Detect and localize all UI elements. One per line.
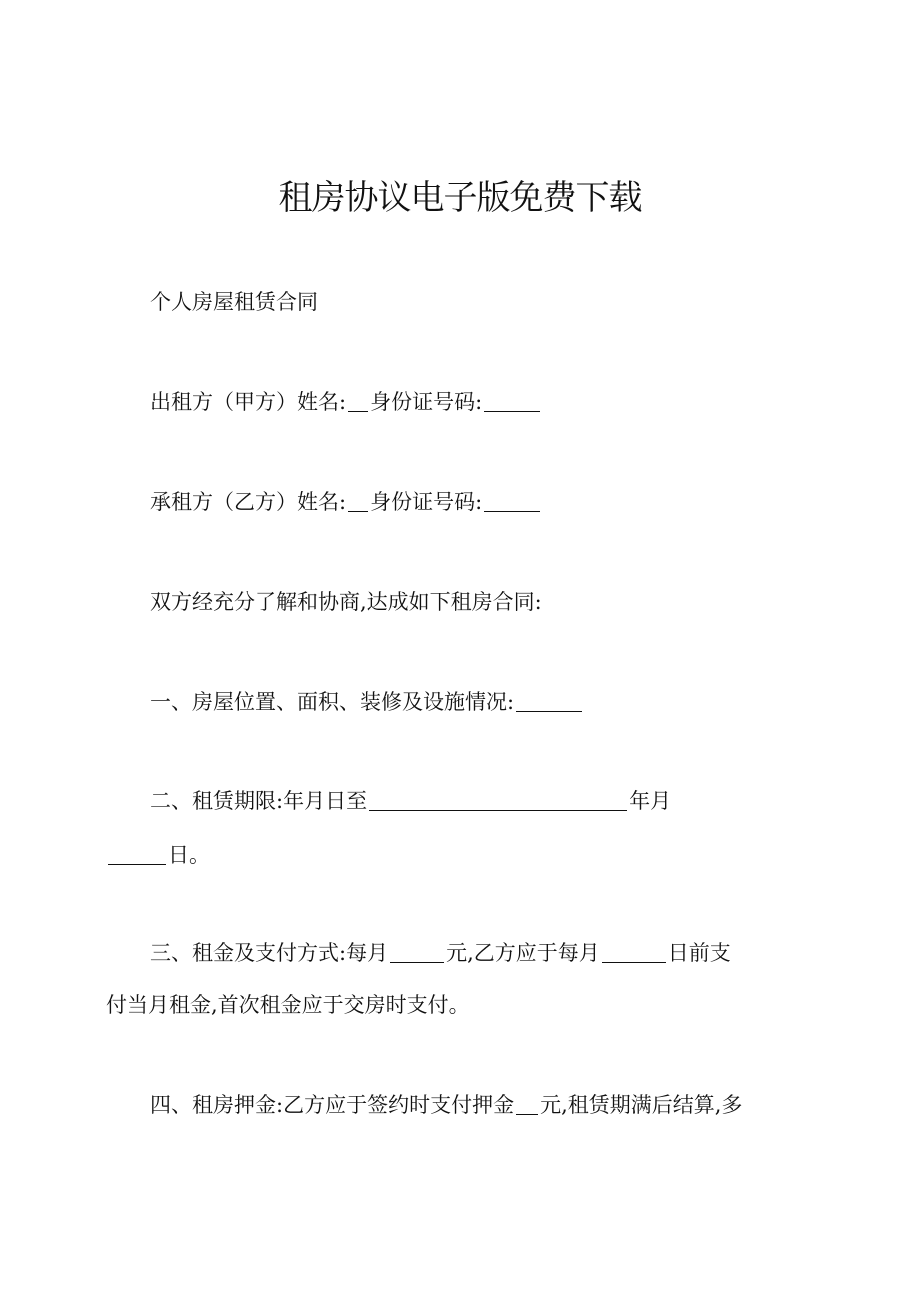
party-b-id-blank <box>484 491 540 512</box>
clause-4-deposit-blank <box>516 1094 538 1115</box>
party-a-id-blank <box>484 391 540 412</box>
party-b-name-blank <box>348 491 368 512</box>
clause-2 <box>150 786 671 816</box>
clause-3-part3: 日前支 <box>667 941 731 965</box>
clause-3-day-blank <box>602 942 666 963</box>
clause-4-part1: 四、租房押金:乙方应于签约时支付押金 <box>150 1093 515 1117</box>
clause-3-part1: 三、租金及支付方式:每月 <box>150 941 389 965</box>
party-a-id-label: 身份证号码: <box>370 390 483 414</box>
clause-3-part2: 元,乙方应于每月 <box>446 941 600 965</box>
contract-heading: 个人房屋租赁合同 <box>150 290 318 314</box>
party-b-line <box>150 487 542 517</box>
clause-1 <box>150 687 584 717</box>
party-a-name-blank <box>348 391 368 412</box>
clause-1-blank <box>516 691 582 712</box>
party-b-name-label: 承租方（乙方）姓名: <box>150 490 347 514</box>
party-b-id-label: 身份证号码: <box>370 490 483 514</box>
clause-3 <box>150 938 731 968</box>
clause-3-continuation: 付当月租金,首次租金应于交房时支付。 <box>106 993 470 1017</box>
clause-2-after-blank: 年月 <box>629 789 672 813</box>
clause-2-text: 二、租赁期限:年月日至 <box>150 789 368 813</box>
document-title: 租房协议电子版免费下载 <box>278 178 642 218</box>
clause-4-part2: 元,租赁期满后结算,多 <box>540 1093 743 1117</box>
party-a-name-label: 出租方（甲方）姓名: <box>150 390 347 414</box>
preamble: 双方经充分了解和协商,达成如下租房合同: <box>150 590 542 614</box>
clause-4 <box>150 1090 742 1120</box>
party-a-line <box>150 387 542 417</box>
clause-3-rent-blank <box>390 942 444 963</box>
clause-2-end: 日。 <box>168 843 210 867</box>
clause-2-blank <box>369 790 627 811</box>
clause-2-continuation <box>106 840 210 870</box>
clause-1-text: 一、房屋位置、面积、装修及设施情况: <box>150 690 515 714</box>
clause-2-day-blank <box>108 844 166 865</box>
